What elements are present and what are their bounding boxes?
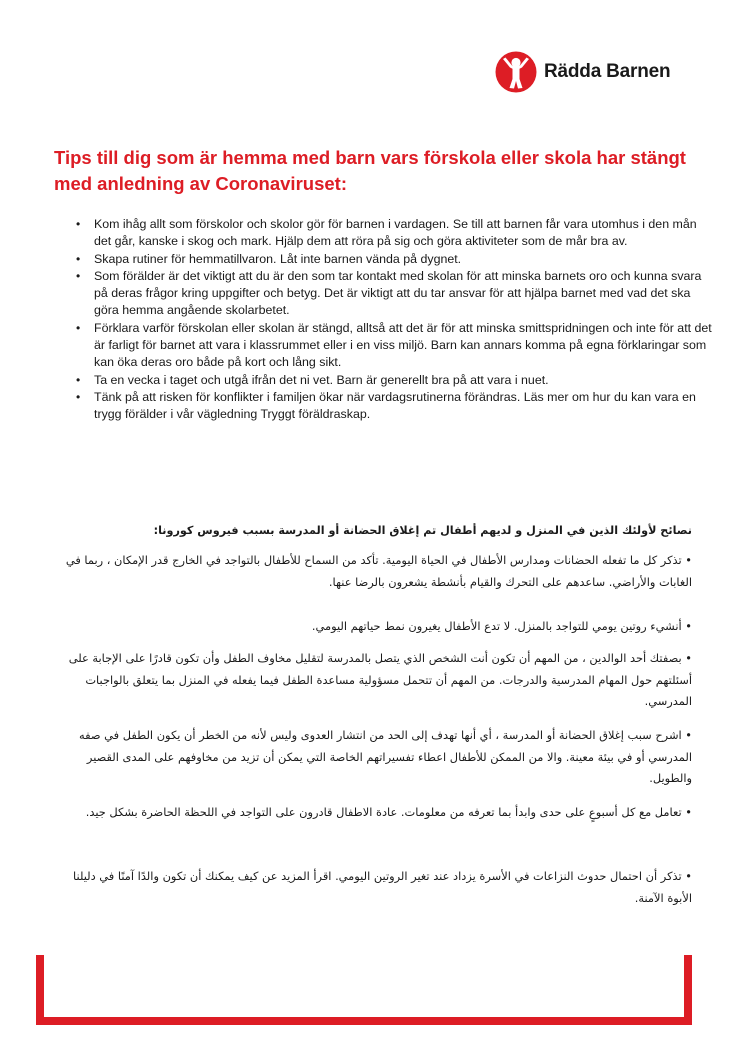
red-footer-frame	[36, 955, 692, 1025]
child-raising-arms-icon	[494, 50, 538, 94]
arabic-title: نصائح لأولئك الذين في المنزل و لديهم أطفال تم إغلاق الحضانة أو المدرسة بسبب فيروس كورونا:	[153, 524, 692, 537]
list-item: • Skapa rutiner för hemmatillvaron. Låt inte barnen vända på dygnet.	[94, 251, 714, 268]
brand-name: Rädda Barnen	[544, 61, 671, 82]
list-item: • Ta en vecka i taget och utgå ifrån det ni vet. Barn är generellt bra på att vara i nuet.	[94, 372, 714, 389]
arabic-paragraph: • تذكر كل ما تفعله الحضانات ومدارس الأطفال في الحياة اليومية. تأكد من السماح للأطفال بالتواجد في الخارج قدر الإمكان ، ربما في الغابات والأراضي. ساعدهم على التحرك والقيام بأنشطة يشعرون بالرضا عنها.	[65, 553, 692, 589]
list-item: • Kom ihåg allt som förskolor och skolor gör för barnen i vardagen. Se till att barnen får vara utomhus i den mån det går, kanske i skog och mark. Hjälp dem att röra på sig och göra aktiviteter som de mår bra av.	[94, 216, 714, 251]
swedish-tips-list	[58, 216, 714, 424]
list-item: • Förklara varför förskolan eller skolan är stängd, alltså att det är för att minska smittspridningen och inte för att det är farligt för barnet att vara i klassrummet eller i en viss miljö. Barn kan annars komma på egna förklaringar som kan öka deras oro både på kort och lång sikt.	[94, 320, 714, 372]
arabic-paragraph: • تذكر أن احتمال حدوث النزاعات في الأسرة يزداد عند تغير الروتين اليومي. اقرأ المزيد عن كيف يمكنك أن تكون والدًا آمنًا في دليلنا الأبوة الآمنة.	[73, 869, 692, 905]
swedish-title: Tips till dig som är hemma med barn vars förskola eller skola har stängt med anledning av Coronaviruset:	[54, 147, 686, 194]
list-item: • Som förälder är det viktigt att du är den som tar kontakt med skolan för att minska barnets oro och kunna svara på deras frågor kring uppgifter och betyg. Det är viktigt att du tar ansvar för att hjälpa barnet med vad det ska göra hemma angående skolarbetet.	[94, 268, 714, 320]
list-item: • Tänk på att risken för konflikter i familjen ökar när vardagsrutinerna förändras. Läs mer om hur du kan vara en trygg förälder i vår vägledning Tryggt föräldraskap.	[94, 389, 714, 424]
arabic-paragraph: • بصفتك أحد الوالدين ، من المهم أن تكون أنت الشخص الذي يتصل بالمدرسة لتقليل مخاوف الطفل وأن تكون قادرًا على الإجابة على أسئلتهم حول المهام المدرسية والدرجات. من المهم أن تتحمل مسؤولية مساعدة الطفل فيما يفعله في المنزل بما يتعلق بالواجبات المدرسي.	[68, 651, 692, 708]
arabic-paragraph: • تعامل مع كل أسبوعٍ على حدى وابدأ بما تعرفه من معلومات. عادة الاطفال قادرون على التواجد في اللحظة الحاضرة بشكل جيد.	[85, 805, 692, 819]
arabic-paragraph: • اشرح سبب إغلاق الحضانة أو المدرسة ، أي أنها تهدف إلى الحد من انتشار العدوى وليس لأنه من الخطر أن يكون الطفل في صفه المدرسي أو في بيئة معينة. والا من الممكن للأطفال اعطاء تفسيراتهم الخاصة التي يمكن أن تزيد من مخاوفهم على المدى القصير والطويل.	[78, 728, 692, 785]
brand-logo	[494, 50, 670, 94]
arabic-paragraph: • أنشيء روتين يومي للتواجد بالمنزل. لا تدع الأطفال يغيرون نمط حياتهم اليومي.	[311, 619, 692, 633]
